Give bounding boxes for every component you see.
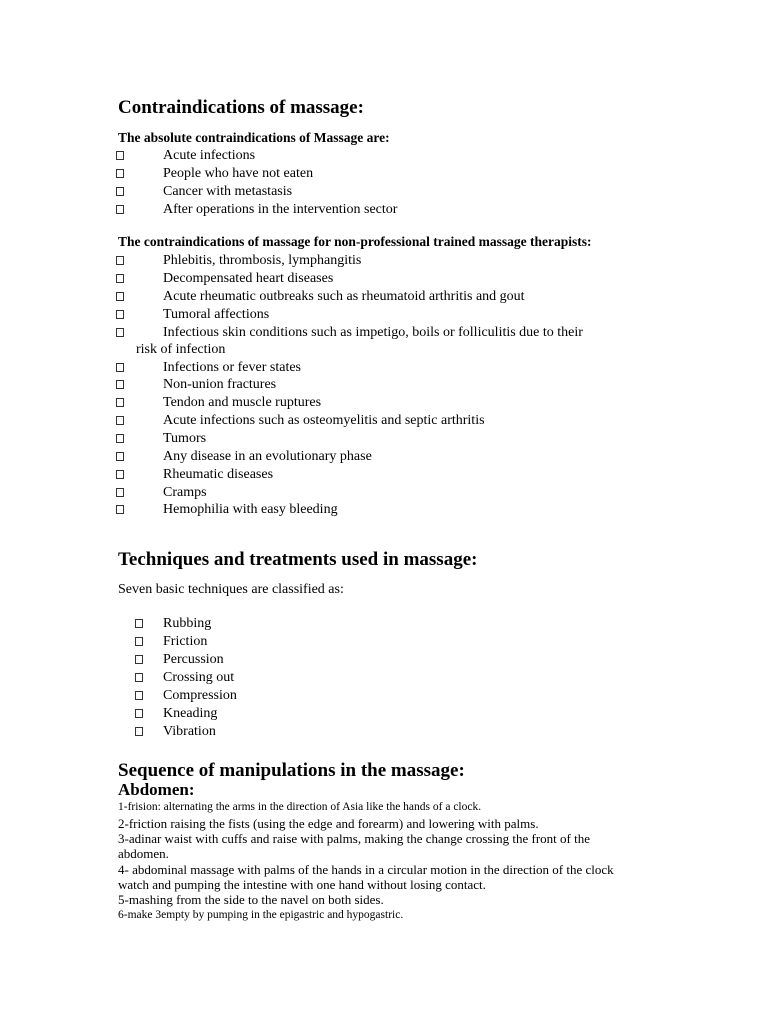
checkbox-bullet-icon xyxy=(135,637,143,646)
sequence-step: 3-adinar waist with cuffs and raise with palms, making the change crossing the front of the xyxy=(118,831,590,846)
list-item-text: Acute infections such as osteomyelitis and septic arthritis xyxy=(163,413,485,428)
techniques-intro: Seven basic techniques are classified as: xyxy=(118,582,344,597)
sequence-step: 5-mashing from the side to the navel on both sides. xyxy=(118,892,384,907)
list-item-text: Rheumatic diseases xyxy=(163,467,274,482)
list-item-text: Tumors xyxy=(163,431,207,446)
list-item-text: Infectious skin conditions such as impetigo, boils or folliculitis due to their xyxy=(163,325,583,340)
contraindications-title: Contraindications of massage: xyxy=(118,97,364,118)
checkbox-bullet-icon xyxy=(116,488,124,497)
list-item-text: Crossing out xyxy=(163,670,235,685)
checkbox-bullet-icon xyxy=(135,709,143,718)
sequence-step: abdomen. xyxy=(118,846,169,861)
checkbox-bullet-icon xyxy=(116,363,124,372)
list-item-text: Kneading xyxy=(163,706,218,721)
sequence-title: Sequence of manipulations in the massage: xyxy=(118,760,465,781)
list-item-text: After operations in the intervention sector xyxy=(163,202,398,217)
list-item-text: Tumoral affections xyxy=(163,307,270,322)
checkbox-bullet-icon xyxy=(116,187,124,196)
absolute-contraindications-heading: The absolute contraindications of Massage are: xyxy=(118,130,390,145)
list-item-text: Phlebitis, thrombosis, lymphangitis xyxy=(163,253,362,268)
sequence-step: 2-friction raising the fists (using the edge and forearm) and lowering with palms. xyxy=(118,816,539,831)
list-item-text: Any disease in an evolutionary phase xyxy=(163,449,372,464)
checkbox-bullet-icon xyxy=(135,619,143,628)
list-item-text: Rubbing xyxy=(163,616,212,631)
list-item-text: Compression xyxy=(163,688,237,703)
abdomen-subtitle: Abdomen: xyxy=(118,780,195,799)
list-item-text: People who have not eaten xyxy=(163,166,314,181)
list-item-text: Acute rheumatic outbreaks such as rheumatoid arthritis and gout xyxy=(163,289,525,304)
checkbox-bullet-icon xyxy=(135,691,143,700)
checkbox-bullet-icon xyxy=(116,416,124,425)
list-item-text: Percussion xyxy=(163,652,224,667)
sequence-step: watch and pumping the intestine with one hand without losing contact. xyxy=(118,877,486,892)
list-item-text: Acute infections xyxy=(163,148,256,163)
techniques-title: Techniques and treatments used in massage: xyxy=(118,549,478,570)
checkbox-bullet-icon xyxy=(116,398,124,407)
list-item-continuation: risk of infection xyxy=(136,342,226,357)
list-item-text: Infections or fever states xyxy=(163,360,301,375)
checkbox-bullet-icon xyxy=(116,452,124,461)
sequence-step: 6-make 3empty by pumping in the epigastric and hypogastric. xyxy=(118,909,404,921)
checkbox-bullet-icon xyxy=(116,505,124,514)
checkbox-bullet-icon xyxy=(116,256,124,265)
checkbox-bullet-icon xyxy=(116,274,124,283)
checkbox-bullet-icon xyxy=(116,470,124,479)
checkbox-bullet-icon xyxy=(116,169,124,178)
list-item-text: Decompensated heart diseases xyxy=(163,271,334,286)
checkbox-bullet-icon xyxy=(116,205,124,214)
checkbox-bullet-icon xyxy=(116,434,124,443)
checkbox-bullet-icon xyxy=(116,310,124,319)
checkbox-bullet-icon xyxy=(116,151,124,160)
checkbox-bullet-icon xyxy=(135,727,143,736)
checkbox-bullet-icon xyxy=(116,380,124,389)
checkbox-bullet-icon xyxy=(116,328,124,337)
nonpro-contraindications-heading: The contraindications of massage for non-professional trained massage therapists: xyxy=(118,234,592,249)
checkbox-bullet-icon xyxy=(135,655,143,664)
list-item-text: Cramps xyxy=(163,485,207,500)
list-item-text: Hemophilia with easy bleeding xyxy=(163,502,338,517)
list-item-text: Vibration xyxy=(163,724,216,739)
list-item-text: Friction xyxy=(163,634,208,649)
checkbox-bullet-icon xyxy=(135,673,143,682)
list-item-text: Non-union fractures xyxy=(163,377,277,392)
list-item-text: Cancer with metastasis xyxy=(163,184,293,199)
sequence-step: 4- abdominal massage with palms of the hands in a circular motion in the direction of the clock xyxy=(118,862,614,877)
list-item-text: Tendon and muscle ruptures xyxy=(163,395,322,410)
checkbox-bullet-icon xyxy=(116,292,124,301)
sequence-step: 1-frision: alternating the arms in the direction of Asia like the hands of a clock. xyxy=(118,801,482,813)
